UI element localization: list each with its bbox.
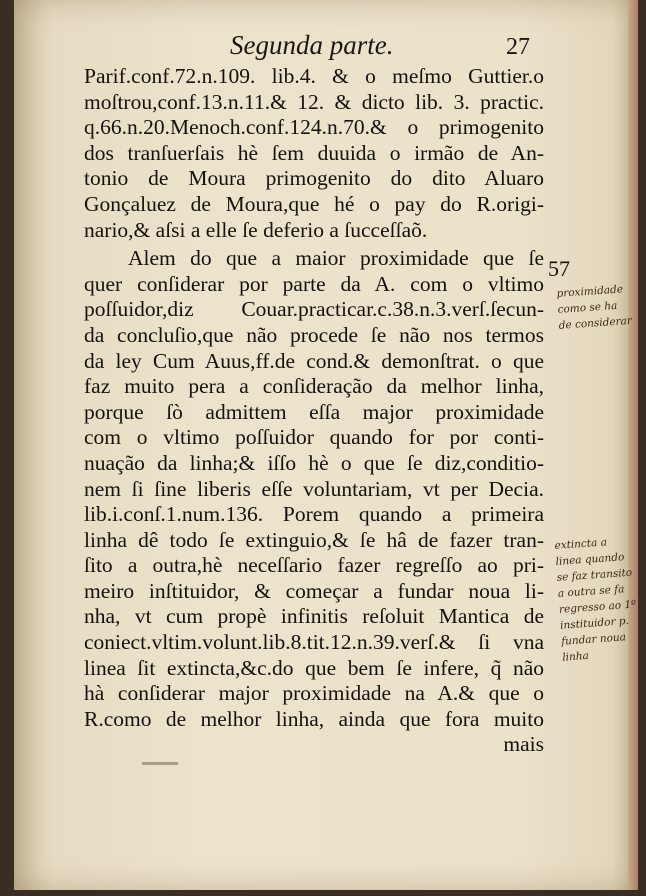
running-head: Segunda parte. (230, 30, 394, 60)
text-line: poſſuidor,diz Couar.practicar.c.38.n.3.verſ.ſecun- (84, 297, 544, 322)
text-line: q.66.n.20.Menoch.conf.124.n.70.& o primogenito (84, 115, 544, 140)
text-line: nha, vt cum propè infinitis reſoluit Mantica de (84, 604, 544, 629)
handwritten-note-top (556, 281, 632, 334)
ink-smudge (142, 762, 178, 765)
text-line: Parif.conf.72.n.109. lib.4. & o meſmo Guttier.o (84, 64, 544, 88)
text-line: ſito a outra,hè neceſſario fazer regreſſo ao pri- (84, 553, 544, 578)
catchword: mais (503, 732, 544, 757)
note-line: instituidor p. (559, 614, 630, 632)
text-line: linea ſit extincta,&c.do que bem ſe infere, q̃ não (84, 655, 544, 680)
note-line: extincta a (554, 536, 608, 552)
text-line: moſtrou,conf.13.n.11.& 12. & dicto lib. 3. practic. (84, 89, 544, 114)
text-line: porque ſò admittem eſſa major proximidade (84, 399, 544, 424)
text-line: nem ſi ſine liberis eſſe voluntariam, vt per Decia. (84, 476, 544, 501)
note-line: fundar noua (560, 631, 627, 648)
text-line: Alem do que a maior proximidade que ſe (128, 246, 544, 271)
text-line: lib.i.conſ.1.num.136. Porem quando a primeira (84, 502, 544, 527)
note-line: a outra se fa (557, 583, 625, 600)
text-line: Gonçaluez de Moura,que hé o pay do R.origi- (84, 191, 544, 216)
page-header (14, 22, 638, 62)
text-line: da concluſio,que não procede ſe não nos termos (84, 322, 544, 347)
body-text (84, 64, 544, 758)
note-line: proximidade (556, 283, 624, 300)
handwritten-note-bottom (554, 533, 640, 666)
note-line: linha (561, 649, 590, 664)
text-line: linha dê todo ſe extinguio,& ſe hâ de fazer tran- (84, 527, 544, 552)
text-line: faz muito pera a conſideração da melhor linha, (84, 374, 544, 399)
text-line: dos tranſuerſais hè ſem duuida o irmão de An- (84, 140, 544, 165)
text-line: coniect.vltim.volunt.lib.8.tit.12.n.39.verſ.& ſi vna (84, 630, 544, 655)
text-line: nario,& aſsi a elle ſe deferio a ſucceſſaõ. (84, 217, 428, 242)
text-line: tonio de Moura primogenito do dito Aluaro (84, 166, 544, 191)
note-line: como se ha (557, 299, 618, 316)
text-line: meiro inſtituidor, & começar a fundar noua li- (84, 578, 544, 603)
text-line: quer conſiderar por parte da A. com o vltimo (84, 271, 544, 296)
note-line: linea quando (555, 551, 625, 568)
note-line: se faz transito (556, 566, 633, 584)
text-line: com o vltimo poſſuidor quando for por conti- (84, 425, 544, 450)
text-line: da ley Cum Auus,ff.de cond.& demonſtrat. o que (84, 348, 544, 373)
margin-number: 57 (548, 256, 570, 281)
page-edge (628, 0, 638, 890)
text-line: R.como de melhor linha, ainda que fora muito (84, 706, 544, 731)
book-page (14, 0, 638, 890)
page-number: 27 (506, 34, 530, 60)
text-line: hà conſiderar major proximidade na A.& que o (84, 681, 544, 706)
text-line: nuação da linha;& iſſo hè o que ſe diz,conditio- (84, 450, 544, 475)
note-line: de considerar (558, 314, 633, 332)
note-line: regresso ao 1º (558, 598, 637, 616)
